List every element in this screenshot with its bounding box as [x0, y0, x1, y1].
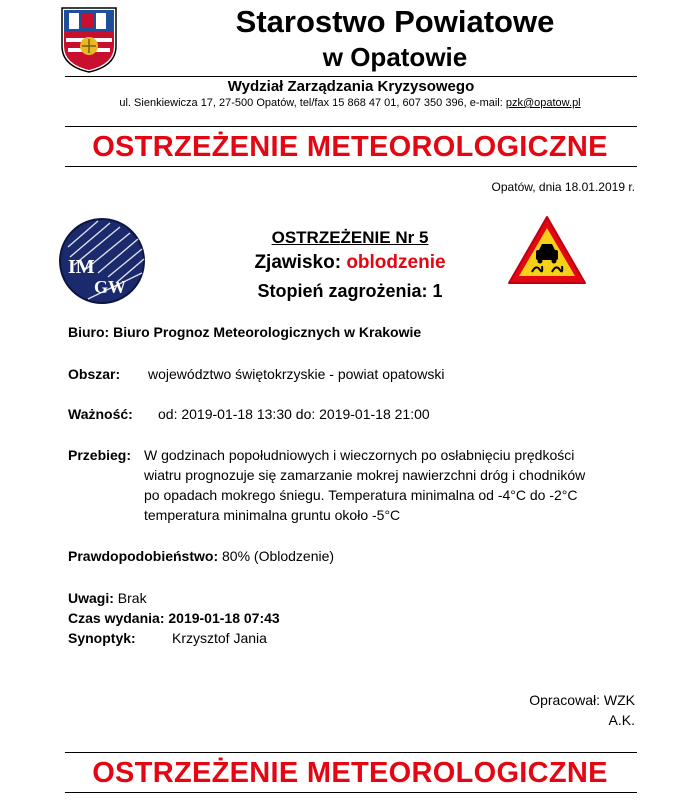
waznosc-value: od: 2019-01-18 13:30 do: 2019-01-18 21:00	[158, 406, 430, 422]
przebieg-label: Przebieg:	[68, 447, 132, 463]
waznosc-row	[68, 404, 133, 424]
czas-wydania-row	[68, 608, 280, 628]
synoptyk-label: Synoptyk:	[68, 630, 136, 646]
synoptyk-row	[68, 628, 136, 648]
prawdopodobienstwo-row	[68, 546, 334, 566]
obszar-value: województwo świętokrzyskie - powiat opatowski	[148, 366, 445, 382]
phenomenon-line	[130, 251, 570, 275]
slippery-road-sign-icon	[506, 214, 588, 286]
uwagi-row	[68, 588, 147, 608]
przebieg-line: temperatura minimalna gruntu około -5°C	[144, 507, 401, 523]
phenomenon-label: Zjawisko:	[254, 252, 342, 273]
page-title: Starostwo Powiatowe	[235, 4, 555, 39]
issue-date: Opatów, dnia 18.01.2019 r.	[491, 180, 635, 194]
banner-top-rule	[65, 126, 637, 127]
logo-text-bottom: GW	[94, 277, 127, 297]
logo-text-top: IM	[68, 256, 95, 278]
email-link[interactable]: pzk@opatow.pl	[505, 97, 581, 109]
czas-wydania-value: 2019-01-18 07:43	[168, 610, 280, 626]
prawdopodobienstwo-label: Prawdopodobieństwo:	[68, 548, 219, 564]
contact-address	[40, 96, 660, 110]
czas-wydania-label: Czas wydania:	[68, 610, 165, 626]
przebieg-row	[68, 445, 131, 465]
threat-level: Stopień zagrożenia: 1	[257, 281, 443, 301]
przebieg-line: wiatru prognozuje się zamarzanie mokrej nawierzchni dróg i chodników	[144, 467, 586, 483]
przebieg-text	[144, 445, 644, 525]
uwagi-label: Uwagi:	[68, 590, 114, 606]
banner-top-bottom-rule	[65, 166, 637, 167]
banner-bottom-bottom-rule	[65, 792, 637, 793]
header-divider	[65, 76, 637, 77]
prepared-by-initials: A.K.	[608, 712, 635, 728]
department-name: Wydział Zarządzania Kryzysowego	[227, 78, 475, 95]
warning-number	[130, 227, 570, 249]
biuro-value: Biuro Prognoz Meteorologicznych w Krakowie	[113, 324, 422, 340]
prepared-by	[529, 690, 635, 730]
coat-of-arms-icon	[60, 6, 118, 74]
uwagi-value: Brak	[117, 590, 147, 606]
biuro-row	[68, 322, 421, 342]
przebieg-line: W godzinach popołudniowych i wieczornych po osłabnięciu prędkości	[144, 447, 575, 463]
prawdopodobienstwo-value: 80% (Oblodzenie)	[222, 548, 335, 564]
warning-banner-top: OSTRZEŻENIE METEOROLOGICZNE	[92, 131, 608, 163]
waznosc-label: Ważność:	[68, 406, 133, 422]
obszar-label: Obszar:	[68, 366, 121, 382]
synoptyk-value: Krzysztof Jania	[172, 630, 267, 646]
przebieg-line: po opadach mokrego śniegu. Temperatura minimalna od -4°C do -2°C	[144, 487, 578, 503]
warning-number-text: OSTRZEŻENIE Nr 5	[271, 228, 429, 247]
address-text: ul. Sienkiewicza 17, 27-500 Opatów, tel/fax 15 868 47 01, 607 350 396, e-mail:	[119, 97, 503, 109]
page-subtitle: w Opatowie	[322, 42, 468, 72]
phenomenon-value: oblodzenie	[346, 252, 446, 273]
prepared-by-line: Opracował: WZK	[529, 692, 635, 708]
obszar-row	[68, 364, 120, 384]
warning-banner-bottom: OSTRZEŻENIE METEOROLOGICZNE	[92, 757, 608, 789]
banner-bottom-rule	[65, 752, 637, 753]
biuro-label: Biuro:	[68, 324, 110, 340]
